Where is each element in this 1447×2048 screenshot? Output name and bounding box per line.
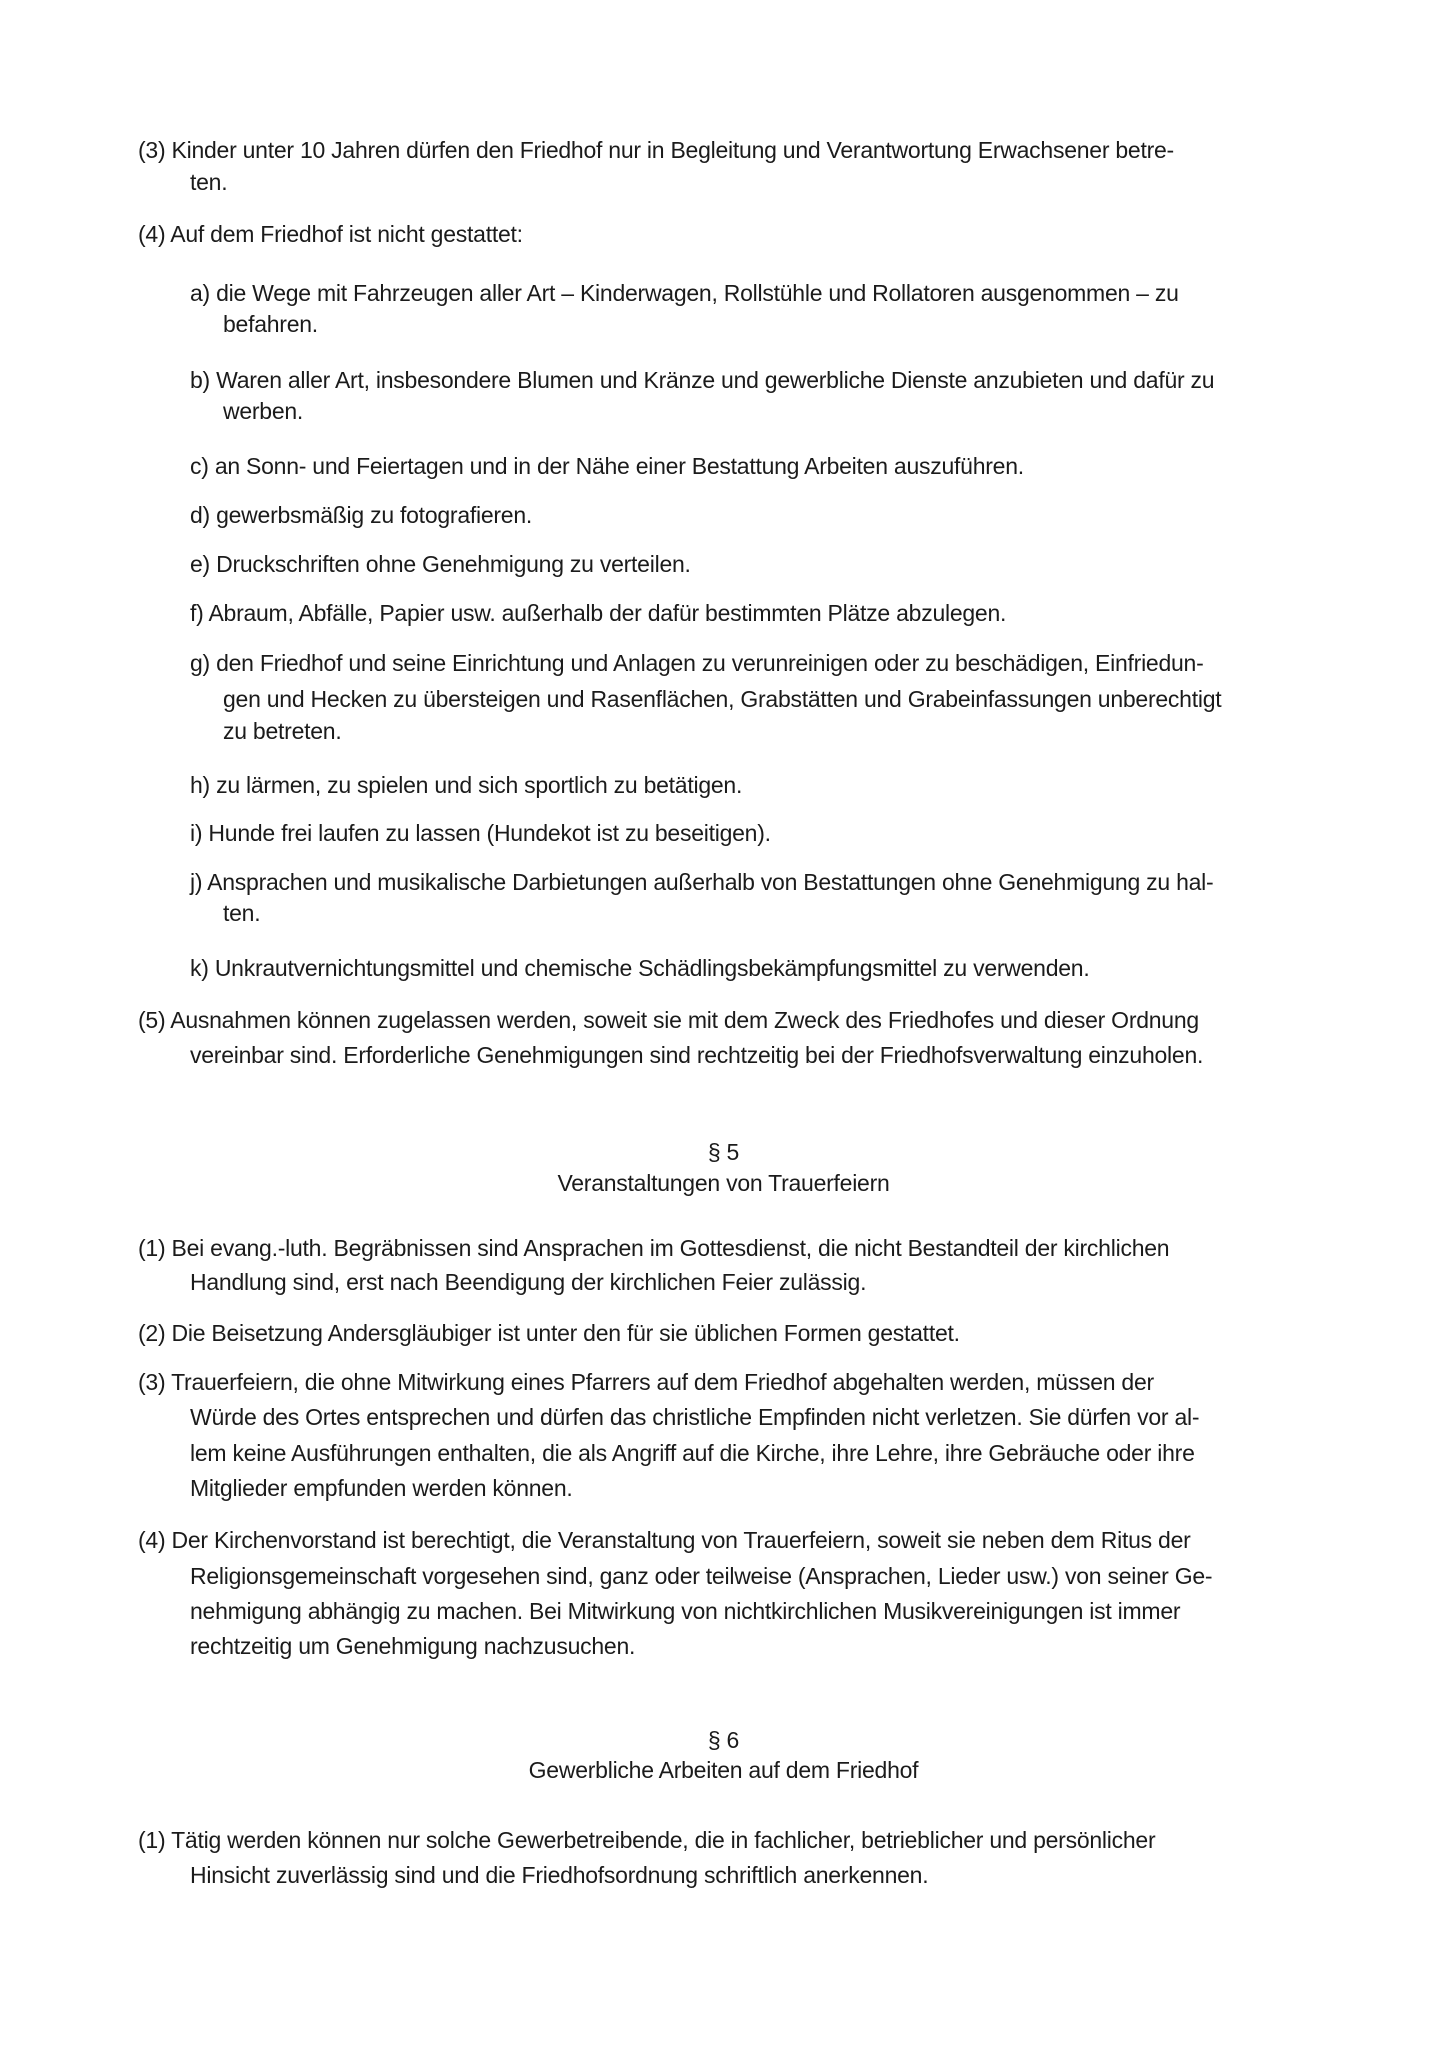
list-item-g-cont-1: gen und Hecken zu übersteigen und Rasenflächen, Grabstätten und Grabeinfassungen unberechtigt xyxy=(223,686,1222,712)
list-item-i xyxy=(190,818,771,848)
paragraph-3-line-1 xyxy=(138,135,1174,165)
item-text: Unkrautvernichtungsmittel und chemische Schädlingsbekämpfungsmittel zu verwenden. xyxy=(214,955,1090,981)
paragraph-label: (1) xyxy=(138,1235,166,1261)
paragraph-5-line-2: vereinbar sind. Erforderliche Genehmigungen sind rechtzeitig bei der Friedhofsverwaltung einzuholen. xyxy=(190,1042,1204,1068)
item-label: i) xyxy=(190,820,203,846)
s5-paragraph-4-line-1 xyxy=(138,1525,1191,1555)
item-label: d) xyxy=(190,502,210,528)
paragraph-text: Kinder unter 10 Jahren dürfen den Friedhof nur in Begleitung und Verantwortung Erwachsener betre- xyxy=(171,137,1174,163)
list-item-h xyxy=(190,770,742,800)
item-label: e) xyxy=(190,551,210,577)
item-label: a) xyxy=(190,280,210,306)
paragraph-text: Bei evang.-luth. Begräbnissen sind Ansprachen im Gottesdienst, die nicht Bestandteil der kirchlichen xyxy=(171,1235,1170,1261)
paragraph-4-intro xyxy=(138,219,523,249)
item-text: Druckschriften ohne Genehmigung zu verteilen. xyxy=(216,551,691,577)
s5-paragraph-4-line-3: nehmigung abhängig zu machen. Bei Mitwirkung von nichtkirchlichen Musikvereinigungen ist immer xyxy=(190,1598,1181,1624)
paragraph-text: Trauerfeiern, die ohne Mitwirkung eines Pfarrers auf dem Friedhof abgehalten werden, müssen der xyxy=(171,1369,1154,1395)
section-5-number: § 5 xyxy=(707,1139,740,1165)
item-label: k) xyxy=(190,955,209,981)
paragraph-label: (4) xyxy=(138,221,166,247)
s6-paragraph-1-line-1 xyxy=(138,1825,1155,1855)
item-text: zu lärmen, zu spielen und sich sportlich zu betätigen. xyxy=(216,772,743,798)
paragraph-label: (3) xyxy=(138,1369,166,1395)
item-text: die Wege mit Fahrzeugen aller Art – Kinderwagen, Rollstühle und Rollatoren ausgenommen – zu xyxy=(216,280,1179,306)
list-item-e xyxy=(190,549,691,579)
list-item-k xyxy=(190,953,1089,983)
s5-paragraph-1-line-1 xyxy=(138,1233,1169,1263)
item-label: c) xyxy=(190,453,209,479)
list-item-b-cont: werben. xyxy=(223,398,304,424)
item-label: h) xyxy=(190,772,210,798)
paragraph-label: (3) xyxy=(138,137,166,163)
paragraph-label: (2) xyxy=(138,1320,166,1346)
s5-paragraph-4-line-4: rechtzeitig um Genehmigung nachzusuchen. xyxy=(190,1633,636,1659)
list-item-g xyxy=(190,648,1204,678)
s5-paragraph-3-line-3: lem keine Ausführungen enthalten, die als Angriff auf die Kirche, ihre Lehre, ihre Gebräuche oder ihre xyxy=(190,1440,1195,1466)
paragraph-text: Die Beisetzung Andersgläubiger ist unter den für sie üblichen Formen gestattet. xyxy=(171,1320,960,1346)
s5-paragraph-1-line-2: Handlung sind, erst nach Beendigung der kirchlichen Feier zulässig. xyxy=(190,1269,867,1295)
paragraph-text: Der Kirchenvorstand ist berechtigt, die Veranstaltung von Trauerfeiern, soweit sie neben dem Ritus der xyxy=(171,1527,1191,1553)
s5-paragraph-3-line-1 xyxy=(138,1367,1154,1397)
item-text: Hunde frei laufen zu lassen (Hundekot ist zu beseitigen). xyxy=(208,820,771,846)
item-text: gewerbsmäßig zu fotografieren. xyxy=(216,502,533,528)
list-item-a xyxy=(190,278,1179,308)
item-text: an Sonn- und Feiertagen und in der Nähe einer Bestattung Arbeiten auszuführen. xyxy=(214,453,1024,479)
paragraph-3-line-2: ten. xyxy=(190,169,228,195)
paragraph-label: (4) xyxy=(138,1527,166,1553)
item-label: g) xyxy=(190,650,210,676)
paragraph-label: (5) xyxy=(138,1007,166,1033)
s5-paragraph-2 xyxy=(138,1318,960,1348)
list-item-c xyxy=(190,451,1024,481)
paragraph-5-line-1 xyxy=(138,1005,1199,1035)
paragraph-text: Ausnahmen können zugelassen werden, soweit sie mit dem Zweck des Friedhofes und dieser Ordnung xyxy=(170,1007,1199,1033)
s6-paragraph-1-line-2: Hinsicht zuverlässig sind und die Friedhofsordnung schriftlich anerkennen. xyxy=(190,1862,929,1888)
list-item-b xyxy=(190,365,1214,395)
paragraph-text: Auf dem Friedhof ist nicht gestattet: xyxy=(170,221,523,247)
section-6-number: § 6 xyxy=(707,1727,740,1753)
paragraph-text: Tätig werden können nur solche Gewerbetreibende, die in fachlicher, betrieblicher und persönlicher xyxy=(171,1827,1156,1853)
list-item-f xyxy=(190,598,1006,628)
item-text: Waren aller Art, insbesondere Blumen und Kränze und gewerbliche Dienste anzubieten und dafür zu xyxy=(216,367,1215,393)
list-item-g-cont-2: zu betreten. xyxy=(223,718,342,744)
item-label: f) xyxy=(190,600,204,626)
list-item-d xyxy=(190,500,532,530)
item-text: Ansprachen und musikalische Darbietungen außerhalb von Bestattungen ohne Genehmigung zu hal- xyxy=(207,869,1214,895)
list-item-j-cont: ten. xyxy=(223,900,261,926)
item-text: Abraum, Abfälle, Papier usw. außerhalb der dafür bestimmten Plätze abzulegen. xyxy=(208,600,1007,626)
list-item-j xyxy=(190,867,1213,897)
list-item-a-cont: befahren. xyxy=(223,311,318,337)
paragraph-label: (1) xyxy=(138,1827,166,1853)
s5-paragraph-4-line-2: Religionsgemeinschaft vorgesehen sind, ganz oder teilweise (Ansprachen, Lieder usw.) von seiner Ge- xyxy=(190,1563,1213,1589)
s5-paragraph-3-line-2: Würde des Ortes entsprechen und dürfen das christliche Empfinden nicht verletzen. Sie dürfen vor al- xyxy=(190,1404,1200,1430)
item-text: den Friedhof und seine Einrichtung und Anlagen zu verunreinigen oder zu beschädigen, Einfriedun- xyxy=(216,650,1204,676)
item-label: j) xyxy=(190,869,203,895)
item-label: b) xyxy=(190,367,210,393)
section-5-title: Veranstaltungen von Trauerfeiern xyxy=(557,1170,890,1196)
section-6-title: Gewerbliche Arbeiten auf dem Friedhof xyxy=(528,1757,919,1783)
s5-paragraph-3-line-4: Mitglieder empfunden werden können. xyxy=(190,1475,573,1501)
